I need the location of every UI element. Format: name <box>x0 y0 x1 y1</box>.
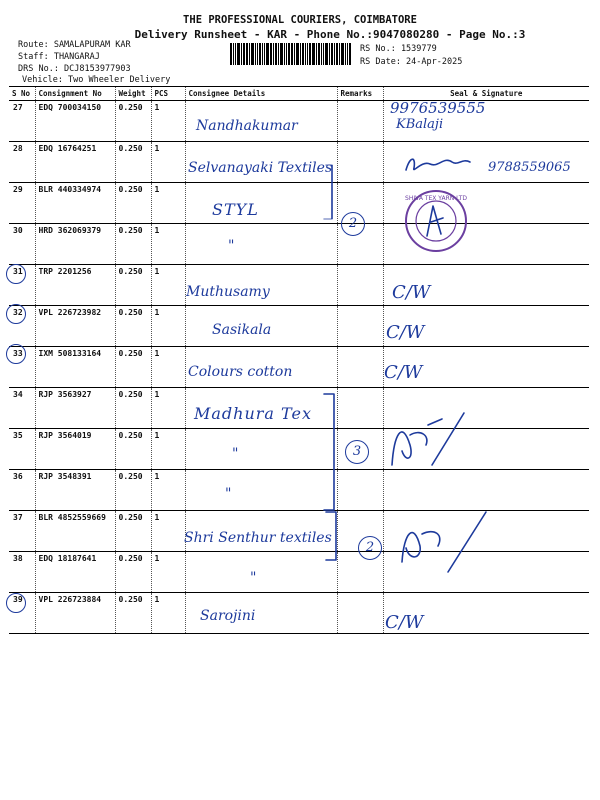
serial-number: 27 <box>9 101 35 142</box>
company-seal <box>403 188 469 254</box>
pcs-count: 1 <box>151 183 185 224</box>
weight-value: 0.250 <box>115 388 151 429</box>
consignee-details-cell <box>185 224 337 265</box>
weight-value: 0.250 <box>115 511 151 552</box>
remarks-bracket <box>320 508 350 568</box>
weight-value: 0.250 <box>115 183 151 224</box>
pcs-count: 1 <box>151 224 185 265</box>
remarks-count: 2 <box>341 212 365 236</box>
handwritten-ditto: " <box>225 486 232 502</box>
handwritten-consignee: Nandhakumar <box>196 118 298 134</box>
remarks-count: 3 <box>345 440 369 464</box>
consignee-details-cell <box>185 470 337 511</box>
consignment-number: TRP 2201256 <box>35 265 115 306</box>
consignee-details-cell <box>185 429 337 470</box>
handwritten-consignee: Madhura Tex <box>194 404 312 423</box>
pcs-count: 1 <box>151 593 185 634</box>
svg-text:SHIVA TEX YARN LTD: SHIVA TEX YARN LTD <box>405 195 467 202</box>
drs-number: DRS No.: DCJ8153977903 <box>18 64 131 74</box>
handwritten-signature-name: KBalaji <box>396 117 444 132</box>
weight-value: 0.250 <box>115 224 151 265</box>
serial-number: 31 <box>9 265 35 306</box>
column-header: Weight <box>115 87 151 101</box>
handwritten-cw: C/W <box>386 322 425 343</box>
serial-number: 38 <box>9 552 35 593</box>
circled-serial-mark <box>6 593 26 613</box>
circled-serial-mark <box>6 264 26 284</box>
column-header: Remarks <box>337 87 383 101</box>
serial-number: 30 <box>9 224 35 265</box>
serial-number: 39 <box>9 593 35 634</box>
serial-number: 35 <box>9 429 35 470</box>
table-row <box>9 265 589 306</box>
rs-number: RS No.: 1539779 <box>360 44 437 54</box>
pcs-count: 1 <box>151 511 185 552</box>
weight-value: 0.250 <box>115 593 151 634</box>
rs-date: RS Date: 24-Apr-2025 <box>360 57 463 67</box>
handwritten-phone: 9788559065 <box>488 160 571 175</box>
table-row <box>9 224 589 265</box>
consignment-number: EDQ 700034150 <box>35 101 115 142</box>
consignee-details-cell <box>185 552 337 593</box>
signature-scribble <box>380 405 470 480</box>
handwritten-phone: 9976539555 <box>390 99 486 117</box>
handwritten-consignee: Colours cotton <box>188 364 293 380</box>
weight-value: 0.250 <box>115 470 151 511</box>
serial-number: 28 <box>9 142 35 183</box>
column-header: Seal & Signature <box>383 87 589 101</box>
consignment-number: VPL 226723982 <box>35 306 115 347</box>
column-header: Consignment No <box>35 87 115 101</box>
consignment-number: HRD 362069379 <box>35 224 115 265</box>
handwritten-ditto: " <box>232 446 239 462</box>
circled-serial-mark <box>6 304 26 324</box>
consignment-number: RJP 3563927 <box>35 388 115 429</box>
drs-barcode <box>230 43 354 65</box>
pcs-count: 1 <box>151 429 185 470</box>
remarks-bracket <box>318 390 348 520</box>
pcs-count: 1 <box>151 265 185 306</box>
remarks-cell <box>337 101 383 142</box>
weight-value: 0.250 <box>115 429 151 470</box>
consignment-number: EDQ 18187641 <box>35 552 115 593</box>
column-header: S No <box>9 87 35 101</box>
handwritten-cw: C/W <box>392 282 431 303</box>
handwritten-cw: C/W <box>385 612 424 633</box>
column-header: Consignee Details <box>185 87 337 101</box>
serial-number: 34 <box>9 388 35 429</box>
weight-value: 0.250 <box>115 306 151 347</box>
pcs-count: 1 <box>151 388 185 429</box>
handwritten-consignee: STYL <box>212 200 259 219</box>
column-header: PCS <box>151 87 185 101</box>
signature-scribble <box>400 150 480 180</box>
vehicle-label: Vehicle: Two Wheeler Delivery <box>22 75 171 85</box>
company-name: THE PROFESSIONAL COURIERS, COIMBATORE <box>183 14 417 26</box>
table-row <box>9 593 589 634</box>
pcs-count: 1 <box>151 142 185 183</box>
handwritten-cw: C/W <box>384 362 423 383</box>
handwritten-consignee: Sarojini <box>200 608 256 624</box>
runsheet-title: Delivery Runsheet - KAR - Phone No.:9047080280 - Page No.:3 <box>134 28 526 41</box>
remarks-cell <box>337 306 383 347</box>
table-row <box>9 347 589 388</box>
consignment-number: VPL 226723884 <box>35 593 115 634</box>
consignment-number: BLR 440334974 <box>35 183 115 224</box>
weight-value: 0.250 <box>115 552 151 593</box>
pcs-count: 1 <box>151 470 185 511</box>
table-row <box>9 470 589 511</box>
pcs-count: 1 <box>151 347 185 388</box>
route-label: Route: SAMALAPURAM KAR <box>18 40 131 50</box>
signature-scribble <box>392 502 492 582</box>
consignment-number: RJP 3548391 <box>35 470 115 511</box>
pcs-count: 1 <box>151 306 185 347</box>
handwritten-ditto: " <box>250 570 257 586</box>
weight-value: 0.250 <box>115 101 151 142</box>
pcs-count: 1 <box>151 101 185 142</box>
remarks-bracket <box>320 160 370 220</box>
table-row <box>9 183 589 224</box>
table-row <box>9 552 589 593</box>
circled-serial-mark <box>6 344 26 364</box>
handwritten-consignee: Selvanayaki Textiles <box>188 160 333 176</box>
consignment-number: IXM 508133164 <box>35 347 115 388</box>
handwritten-consignee: Sasikala <box>212 322 272 338</box>
serial-number: 36 <box>9 470 35 511</box>
remarks-cell <box>337 593 383 634</box>
serial-number: 33 <box>9 347 35 388</box>
handwritten-consignee: Muthusamy <box>186 284 270 300</box>
pcs-count: 1 <box>151 552 185 593</box>
weight-value: 0.250 <box>115 265 151 306</box>
consignment-number: EDQ 16764251 <box>35 142 115 183</box>
consignment-number: BLR 4852559669 <box>35 511 115 552</box>
remarks-count: 2 <box>358 536 382 560</box>
table-row <box>9 306 589 347</box>
staff-label: Staff: THANGARAJ <box>18 52 100 62</box>
table-row <box>9 101 589 142</box>
consignee-details-cell <box>185 183 337 224</box>
remarks-cell <box>337 347 383 388</box>
table-row <box>9 429 589 470</box>
serial-number: 37 <box>9 511 35 552</box>
handwritten-ditto: " <box>228 238 235 254</box>
remarks-cell <box>337 265 383 306</box>
consignment-number: RJP 3564019 <box>35 429 115 470</box>
weight-value: 0.250 <box>115 142 151 183</box>
serial-number: 29 <box>9 183 35 224</box>
table-header-row <box>9 87 589 101</box>
serial-number: 32 <box>9 306 35 347</box>
weight-value: 0.250 <box>115 347 151 388</box>
handwritten-consignee: Shri Senthur textiles <box>184 530 332 546</box>
